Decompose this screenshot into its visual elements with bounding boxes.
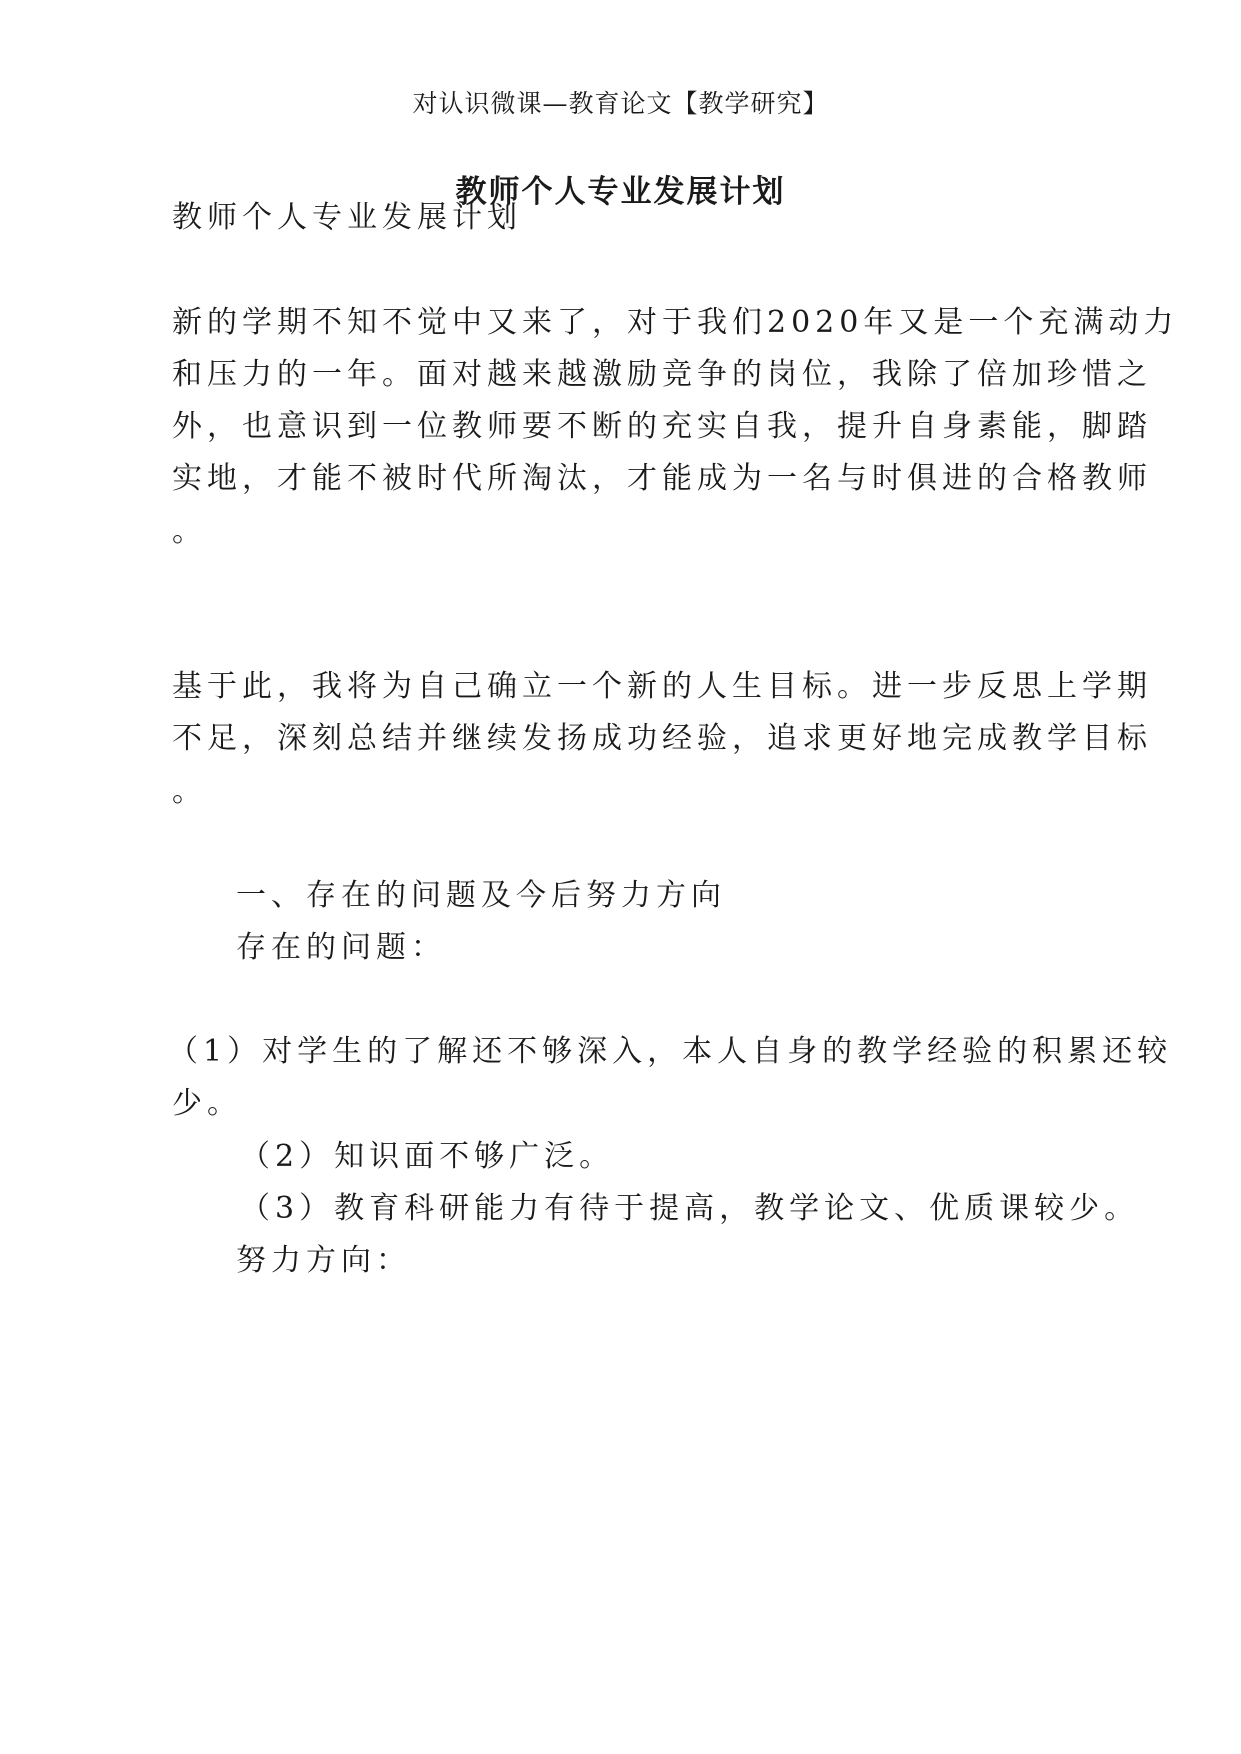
paragraph-1-line-2: 和压力的一年。面对越来越激励竞争的岗位，我除了倍加珍惜之 (172, 357, 1152, 392)
problem-2: （2）知识面不够广泛。 (240, 1139, 615, 1174)
problem-1-line-2: 少。 (172, 1086, 242, 1121)
paragraph-1-line-1: 新的学期不知不觉中又来了，对于我们2020年又是一个充满动力 (172, 305, 1179, 340)
paragraph-1-line-4: 实地，才能不被时代所淘汰，才能成为一名与时俱进的合格教师 (172, 461, 1152, 496)
paragraph-2-line-1: 基于此，我将为自己确立一个新的人生目标。进一步反思上学期 (172, 669, 1152, 704)
paragraph-1-line-3: 外，也意识到一位教师要不断的充实自我，提升自身素能，脚踏 (172, 409, 1152, 444)
section-heading-1: 一、存在的问题及今后努力方向 (236, 878, 726, 913)
paragraph-2-line-2: 不足，深刻总结并继续发扬成功经验，追求更好地完成教学目标 (172, 721, 1152, 756)
paragraph-1-line-5: 。 (172, 514, 207, 549)
paragraph-2-line-3: 。 (172, 774, 207, 809)
page-header: 对认识微课—教育论文【教学研究】 (412, 89, 829, 118)
problems-label: 存在的问题： (236, 930, 446, 965)
subtitle-line: 教师个人专业发展计划 (172, 200, 522, 235)
document-title: 教师个人专业发展计划 (455, 174, 786, 210)
problem-1-line-1: （1）对学生的了解还不够深入，本人自身的教学经验的积累还较 (168, 1034, 1173, 1069)
problem-3: （3）教育科研能力有待于提高，教学论文、优质课较少。 (240, 1191, 1140, 1226)
direction-label: 努力方向： (236, 1243, 411, 1278)
